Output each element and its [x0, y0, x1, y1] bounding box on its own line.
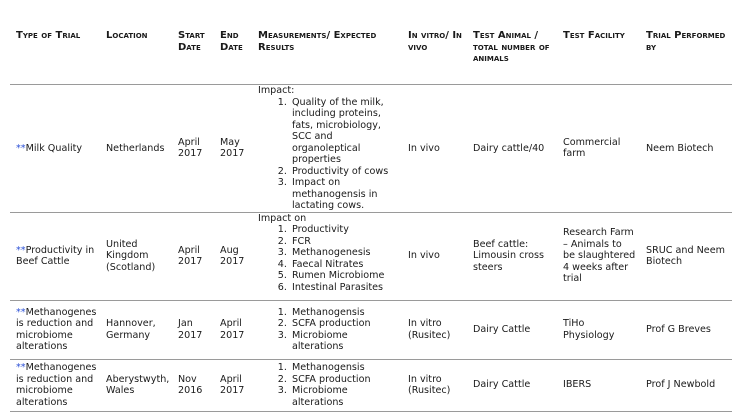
measurement-item: 4. Faecal Nitrates — [290, 259, 398, 271]
header-location: Location — [100, 28, 172, 85]
cell-end-date: April 2017 — [214, 300, 252, 359]
measurement-item: 1. Methanogensis — [290, 362, 398, 374]
header-type-of-trial: Type of Trial — [10, 28, 100, 85]
measurement-item: 2. Productivity of cows — [290, 166, 398, 178]
cell-type-of-trial — [10, 300, 100, 359]
cell-location: Aberystwyth, Wales — [100, 359, 172, 411]
cell-end-date: April 2017 — [214, 359, 252, 411]
cell-start-date: April 2017 — [172, 85, 214, 213]
cell-start-date: Nov 2016 — [172, 359, 214, 411]
cell-test-facility: Research Farm – Animals to be slaughtered 4 weeks after trial — [557, 212, 640, 300]
measurements-list — [258, 97, 398, 212]
table-row — [10, 359, 732, 411]
measurement-item: 6. Intestinal Parasites — [290, 282, 398, 294]
cell-type-of-trial — [10, 359, 100, 411]
header-row — [10, 28, 732, 85]
table-row — [10, 85, 732, 213]
header-start-date: Start Date — [172, 28, 214, 85]
measurement-item: 5. Rumen Microbiome — [290, 270, 398, 282]
cell-location: United Kingdom (Scotland) — [100, 212, 172, 300]
measurement-item: 2. FCR — [290, 236, 398, 248]
cell-measurements — [252, 359, 402, 411]
measurement-item: 3. Methanogenesis — [290, 247, 398, 259]
marker-asterisks: ** — [16, 362, 26, 373]
measurements-list — [258, 224, 398, 293]
cell-test-facility: Commercial farm — [557, 85, 640, 213]
cell-performed-by: Neem Biotech — [640, 85, 732, 213]
cell-end-date: Aug 2017 — [214, 212, 252, 300]
cell-test-animal: Beef cattle: Limousin cross steers — [467, 212, 557, 300]
measurement-item: 3. Microbiome alterations — [290, 330, 398, 353]
cell-location: Netherlands — [100, 85, 172, 213]
cell-type-of-trial — [10, 212, 100, 300]
table-row — [10, 212, 732, 300]
cell-type-of-trial — [10, 85, 100, 213]
marker-asterisks: ** — [16, 142, 26, 154]
measurement-item: 3. Impact on methanogensis in lactating cows. — [290, 177, 398, 212]
header-test-animal: Test Animal / total number of animals — [467, 28, 557, 85]
cell-measurements — [252, 300, 402, 359]
marker-asterisks: ** — [16, 306, 26, 318]
header-measurements: Measurements/ Expected Results — [252, 28, 402, 85]
trials-table — [10, 28, 732, 412]
cell-test-facility: TiHo Physiology — [557, 300, 640, 359]
cell-performed-by: Prof J Newbold — [640, 359, 732, 411]
measurement-item: 2. SCFA production — [290, 318, 398, 330]
cell-in-vitro-in-vivo: In vitro (Rusitec) — [402, 300, 467, 359]
header-in-vitro-in-vivo: In vitro/ In vivo — [402, 28, 467, 85]
trial-type: Methanogenes is reduction and microbiome alterations — [16, 306, 97, 352]
cell-test-animal: Dairy Cattle — [467, 359, 557, 411]
table-row — [10, 300, 732, 359]
cell-performed-by: Prof G Breves — [640, 300, 732, 359]
header-performed-by: Trial Performed by — [640, 28, 732, 85]
cell-measurements — [252, 85, 402, 213]
measurement-item: 1. Methanogensis — [290, 307, 398, 319]
header-end-date: End Date — [214, 28, 252, 85]
measurements-list — [258, 307, 398, 353]
trial-type: Methanogenes is reduction and microbiome alterations — [16, 362, 97, 408]
trial-type: Milk Quality — [25, 142, 83, 154]
measurements-intro: Impact on — [258, 212, 307, 224]
cell-in-vitro-in-vivo: In vitro (Rusitec) — [402, 359, 467, 411]
cell-test-animal: Dairy cattle/40 — [467, 85, 557, 213]
measurement-item: 3. Microbiome alterations — [290, 385, 398, 408]
measurement-item: 2. SCFA production — [290, 374, 398, 386]
header-test-facility: Test Facility — [557, 28, 640, 85]
measurement-item: 1. Quality of the milk, including proteins, fats, microbiology, SCC and organoleptical properties — [290, 97, 398, 166]
cell-measurements — [252, 212, 402, 300]
measurement-item: 1. Productivity — [290, 224, 398, 236]
cell-test-facility: IBERS — [557, 359, 640, 411]
trial-type: Productivity in Beef Cattle — [16, 244, 95, 267]
cell-in-vitro-in-vivo: In vivo — [402, 212, 467, 300]
marker-asterisks: ** — [16, 244, 26, 256]
measurements-intro: Impact: — [258, 85, 295, 96]
cell-performed-by: SRUC and Neem Biotech — [640, 212, 732, 300]
cell-start-date: April 2017 — [172, 212, 214, 300]
measurements-list — [258, 362, 398, 408]
cell-in-vitro-in-vivo: In vivo — [402, 85, 467, 213]
cell-start-date: Jan 2017 — [172, 300, 214, 359]
cell-location: Hannover, Germany — [100, 300, 172, 359]
cell-end-date: May 2017 — [214, 85, 252, 213]
cell-test-animal: Dairy Cattle — [467, 300, 557, 359]
